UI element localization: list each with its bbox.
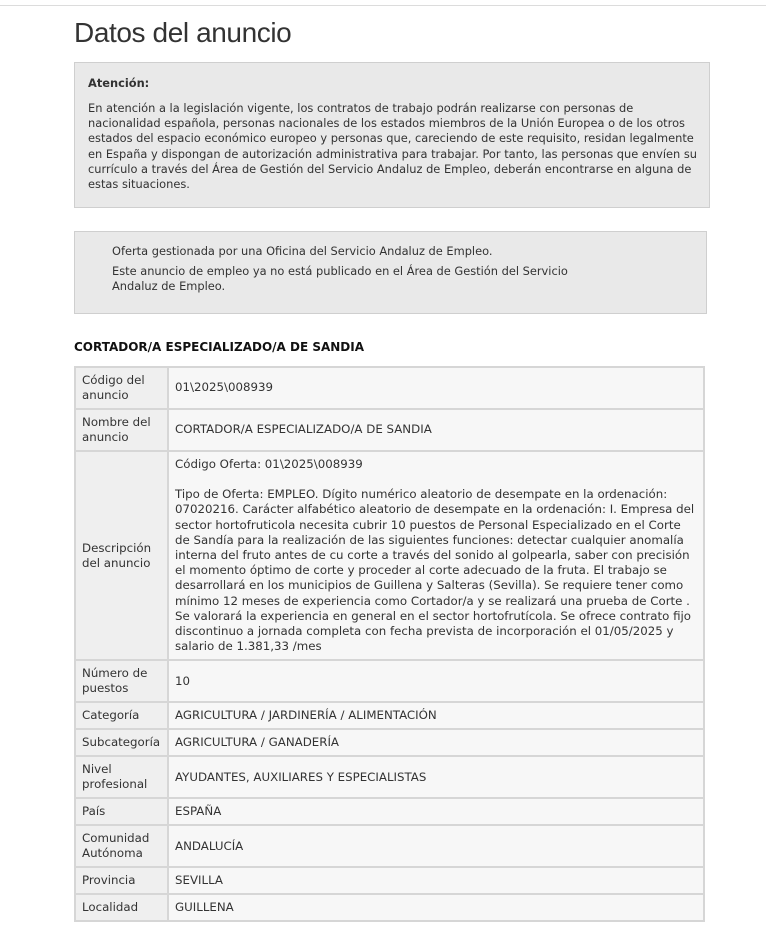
table-row — [75, 409, 704, 451]
row-value-provincia: SEVILLA — [168, 867, 704, 894]
offer-title: CORTADOR/A ESPECIALIZADO/A DE SANDIA — [74, 340, 365, 354]
managed-by-text: Oferta gestionada por una Oficina del Servicio Andaluz de Empleo. — [112, 244, 493, 258]
row-value-puestos: 10 — [168, 660, 704, 702]
table-row — [75, 756, 704, 798]
row-value-codigo: 01\2025\008939 — [168, 367, 704, 409]
row-label-comunidad: Comunidad Autónoma — [75, 825, 168, 867]
row-label-descripcion: Descripción del anuncio — [75, 451, 168, 660]
table-row — [75, 798, 704, 825]
row-value-nombre: CORTADOR/A ESPECIALIZADO/A DE SANDIA — [168, 409, 704, 451]
description-code-line: Código Oferta: 01\2025\008939 — [175, 457, 363, 471]
row-label-nivel: Nivel profesional — [75, 756, 168, 798]
notice-heading: Atención: — [88, 76, 150, 90]
row-label-categoria: Categoría — [75, 702, 168, 729]
row-label-pais: País — [75, 798, 168, 825]
row-label-localidad: Localidad — [75, 894, 168, 921]
page-title: Datos del anuncio — [74, 17, 292, 48]
row-label-provincia: Provincia — [75, 867, 168, 894]
table-row — [75, 825, 704, 867]
row-value-categoria: AGRICULTURA / JARDINERÍA / ALIMENTACIÓN — [168, 702, 704, 729]
offer-details-table — [74, 366, 705, 922]
table-row — [75, 367, 704, 409]
row-label-puestos: Número de puestos — [75, 660, 168, 702]
row-label-subcategoria: Subcategoría — [75, 729, 168, 756]
table-row — [75, 702, 704, 729]
attention-notice — [74, 62, 710, 208]
notice-text: En atención a la legislación vigente, los contratos de trabajo podrán realizarse con personas de nacionalidad española, personas nacionales de los estados miembros de la Unión Europea o de los otros estados del espacio económico europeo y personas que, careciendo de este requisito, residan legalmente en España y dispongan de autorización administrativa para trabajar. Por tanto, las personas que envíen su currículo a través del Área de Gestión del Servicio Andaluz de Empleo, deberán encontrarse en alguna de estas situaciones. — [88, 101, 698, 192]
table-row — [75, 867, 704, 894]
row-value-subcategoria: AGRICULTURA / GANADERÍA — [168, 729, 704, 756]
row-label-nombre: Nombre del anuncio — [75, 409, 168, 451]
row-value-nivel: AYUDANTES, AUXILIARES Y ESPECIALISTAS — [168, 756, 704, 798]
table-row — [75, 660, 704, 702]
row-value-pais: ESPAÑA — [168, 798, 704, 825]
description-text: Tipo de Oferta: EMPLEO. Dígito numérico aleatorio de desempate en la ordenación: 07020216. Carácter alfabético aleatorio de desempate en la ordenación: I. Empresa del sector hortofruticola necesita cubrir 10 puestos de Personal Especializado en el Corte de Sandía para la realización de las siguientes funciones: detectar cualquier anomalía interna del fruto antes de cu corte a través del sonido al golpearla, saber con precisión el momento óptimo de corte y proceder al corte adecuado de la fruta. El trabajo se desarrollará en los municipios de Guillena y Salteras (Sevilla). Se requiere tener como mínimo 12 meses de experiencia como Cortador/a y se realizará una prueba de Corte . Se valorará la experiencia en general en el sector hortofrutícola. Se ofrece contrato fijo discontinuo a jornada completa con fecha prevista de incorporación el 01/05/2025 y salario de 1.381,33 /mes — [175, 487, 695, 654]
table-row — [75, 729, 704, 756]
row-value-comunidad: ANDALUCÍA — [168, 825, 704, 867]
not-published-text: Este anuncio de empleo ya no está publicado en el Área de Gestión del Servicio Andaluz de Empleo. — [112, 264, 568, 294]
row-value-descripcion — [168, 451, 704, 660]
table-row — [75, 894, 704, 921]
offer-status-box — [74, 231, 707, 314]
row-label-codigo: Código del anuncio — [75, 367, 168, 409]
top-divider — [0, 5, 766, 6]
table-row — [75, 451, 704, 660]
row-value-localidad: GUILLENA — [168, 894, 704, 921]
